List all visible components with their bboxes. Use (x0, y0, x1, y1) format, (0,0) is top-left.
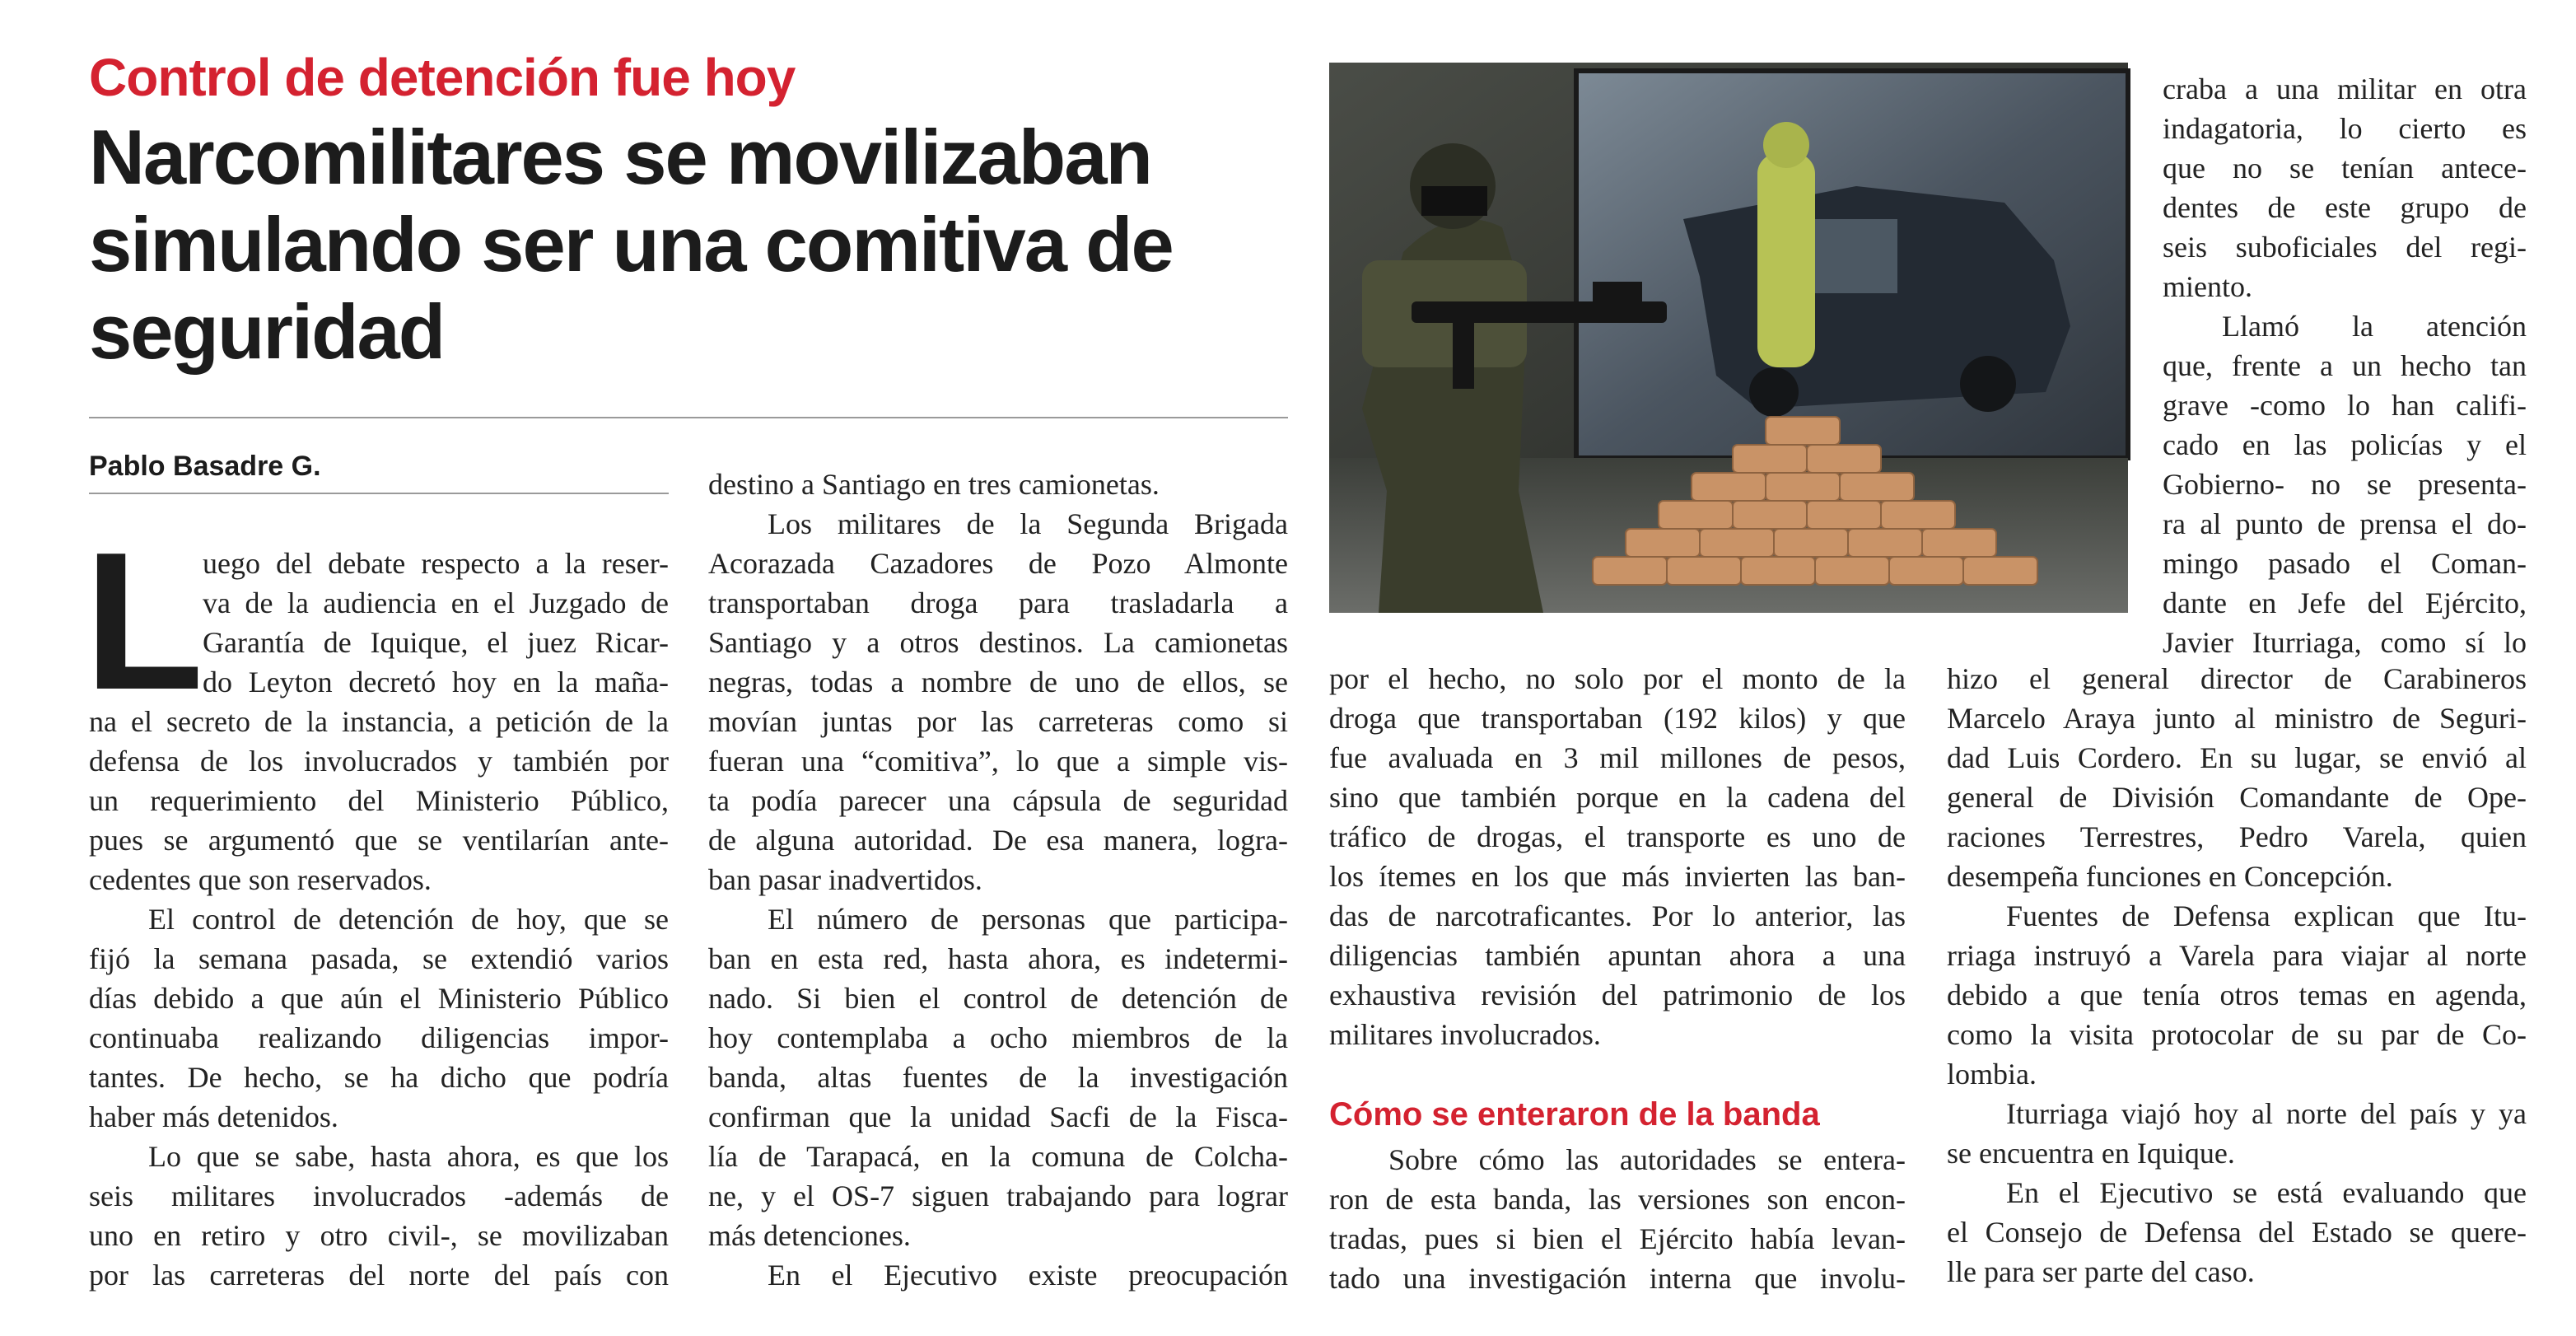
text-line: mingo pasado el Coman- (2163, 547, 2527, 580)
headline-line: simulando ser una comitiva de (89, 201, 1173, 287)
text-line: dante en Jefe del Ejército, (2163, 586, 2527, 619)
section-subhead: Cómo se enteraron de la banda (1329, 1096, 1820, 1133)
text-line: un requerimiento del Ministerio Público, (89, 784, 669, 817)
text-line: seis suboficiales del regi- (2163, 231, 2527, 264)
text-line: va de la audiencia en el Juzgado de (203, 586, 669, 619)
text-line: Garantía de Iquique, el juez Ricar- (203, 626, 669, 659)
headline (89, 114, 1308, 376)
headline-divider (89, 417, 1288, 418)
text-line: que, frente a un hecho tan (2163, 349, 2527, 382)
text-line: días debido a que aún el Ministerio Público (89, 982, 669, 1015)
text-line: uno en retiro y otro civil-, se movilizaban (89, 1219, 669, 1252)
text-line: hoy contemplaba a ocho miembros de la (708, 1021, 1288, 1054)
text-line: ne, y el OS-7 siguen trabajando para lograr (708, 1180, 1288, 1212)
column-1-dropcap-text (203, 544, 669, 702)
text-line: tantes. De hecho, se ha dicho que podría (89, 1061, 669, 1094)
text-line: dentes de este grupo de (2163, 191, 2527, 224)
text-line: miento. (2163, 270, 2252, 303)
text-line: indagatoria, lo cierto es (2163, 112, 2527, 145)
text-line: El control de detención de hoy, que se (148, 903, 669, 936)
text-line: Javier Iturriaga, como sí lo (2163, 626, 2527, 659)
text-line: do Leyton decretó hoy en la maña- (203, 666, 669, 698)
article-photo (1329, 63, 2128, 613)
text-line: ban pasar inadvertidos. (708, 863, 982, 896)
text-line: ban en esta red, hasta ahora, es indetermi- (708, 942, 1288, 975)
text-line: destino a Santiago en tres camionetas. (708, 468, 1160, 501)
text-line: transportaban droga para trasladarla a (708, 586, 1288, 619)
column-4-top-text (2163, 69, 2527, 662)
drop-cap (84, 512, 204, 731)
text-line: nado. Si bien el control de detención de (708, 982, 1288, 1015)
text-line: En el Ejecutivo existe preocupación (768, 1259, 1288, 1292)
text-line: el Consejo de Defensa del Estado se quere- (1947, 1216, 2527, 1249)
column-1-text (89, 702, 669, 1295)
column-3-text (1329, 659, 1906, 1054)
text-line: rriaga instruyó a Varela para viajar al norte (1947, 939, 2527, 972)
text-line: Iturriaga viajó hoy al norte del país y ya (2006, 1097, 2527, 1130)
text-line: dad Luis Cordero. En su lugar, se envió al (1947, 741, 2527, 774)
text-line: Gobierno- no se presenta- (2163, 468, 2527, 501)
text-line: fijó la semana pasada, se extendió varios (89, 942, 669, 975)
text-line: Los militares de la Segunda Brigada (768, 507, 1288, 540)
text-line: militares involucrados. (1329, 1018, 1601, 1051)
text-line: general de División Comandante de Ope- (1947, 781, 2527, 814)
text-line: tráfico de drogas, el transporte es uno de (1329, 820, 1906, 853)
text-line: droga que transportaban (192 kilos) y que (1329, 702, 1906, 735)
text-line: confirman que la unidad Sacfi de la Fisca- (708, 1100, 1288, 1133)
text-line: continuaba realizando diligencias impor- (89, 1021, 669, 1054)
text-line: los ítemes en los que más invierten las ban- (1329, 860, 1906, 893)
text-line: movían juntas por las carreteras como si (708, 705, 1288, 738)
drop-cap-letter: L (84, 512, 204, 731)
text-line: haber más detenidos. (89, 1100, 338, 1133)
text-line: se encuentra en Iquique. (1947, 1137, 2235, 1170)
text-line: por las carreteras del norte del país con (89, 1259, 669, 1292)
text-line: lle para ser parte del caso. (1947, 1255, 2255, 1288)
text-line: exhaustiva revisión del patrimonio de los (1329, 979, 1906, 1011)
text-line: Fuentes de Defensa explican que Itu- (2006, 899, 2527, 932)
text-line: cado en las policías y el (2163, 428, 2527, 461)
text-line: lía de Tarapacá, en la comuna de Colcha- (708, 1140, 1288, 1173)
text-line: fue avaluada en 3 mil millones de pesos, (1329, 741, 1906, 774)
text-line: debido a que tenía otros temas en agenda, (1947, 979, 2527, 1011)
text-line: por el hecho, no solo por el monto de la (1329, 662, 1906, 695)
text-line: Acorazada Cazadores de Pozo Almonte (708, 547, 1288, 580)
text-line: de alguna autoridad. De esa manera, logra- (708, 824, 1288, 857)
kicker: Control de detención fue hoy (89, 48, 796, 107)
text-line: El número de personas que participa- (768, 903, 1288, 936)
column-2-text (708, 465, 1288, 1295)
text-line: Sobre cómo las autoridades se entera- (1388, 1143, 1906, 1176)
text-line: Marcelo Araya junto al ministro de Seguri- (1947, 702, 2527, 735)
column-4-text (1947, 659, 2527, 1292)
byline: Pablo Basadre G. (89, 451, 321, 482)
text-line: desempeña funciones en Concepción. (1947, 860, 2393, 893)
headline-line: Narcomilitares se movilizaban (89, 114, 1151, 200)
text-line: negras, todas a nombre de uno de ellos, se (708, 666, 1288, 698)
column-3b-text (1329, 1140, 1906, 1298)
byline-divider (89, 493, 669, 494)
text-line: grave -como lo han califi- (2163, 389, 2527, 422)
text-line: hizo el general director de Carabineros (1947, 662, 2527, 695)
text-line: sino que también porque en la cadena del (1329, 781, 1906, 814)
text-line: lombia. (1947, 1058, 2037, 1091)
text-line: das de narcotraficantes. Por lo anterior, las (1329, 899, 1906, 932)
text-line: tado una investigación interna que involu- (1329, 1262, 1906, 1295)
text-line: banda, altas fuentes de la investigación (708, 1061, 1288, 1094)
text-line: craba a una militar en otra (2163, 72, 2527, 105)
text-line: defensa de los involucrados y también por (89, 745, 669, 778)
text-line: raciones Terrestres, Pedro Varela, quien (1947, 820, 2527, 853)
text-line: Lo que se sabe, hasta ahora, es que los (148, 1140, 669, 1173)
text-line: ron de esta banda, las versiones son encon- (1329, 1183, 1906, 1216)
headline-line: seguridad (89, 288, 445, 375)
text-line: na el secreto de la instancia, a petición de la (89, 705, 669, 738)
text-line: tradas, pues si bien el Ejército había levan- (1329, 1222, 1906, 1255)
text-line: Llamó la atención (2222, 310, 2527, 343)
text-line: Santiago y a otros destinos. La camionetas (708, 626, 1288, 659)
text-line: ra al punto de prensa el do- (2163, 507, 2527, 540)
text-line: uego del debate respecto a la reser- (203, 547, 669, 580)
text-line: seis militares involucrados -además de (89, 1180, 669, 1212)
text-line: fueran una “comitiva”, lo que a simple vis- (708, 745, 1288, 778)
text-line: pues se argumentó que se ventilarían ante- (89, 824, 669, 857)
text-line: que no se tenían antece- (2163, 152, 2527, 185)
text-line: ta podía parecer una cápsula de seguridad (708, 784, 1288, 817)
text-line: más detenciones. (708, 1219, 911, 1252)
text-line: En el Ejecutivo se está evaluando que (2006, 1176, 2527, 1209)
text-line: cedentes que son reservados. (89, 863, 432, 896)
text-line: como la visita protocolar de su par de Co- (1947, 1018, 2527, 1051)
text-line: diligencias también apuntan ahora a una (1329, 939, 1906, 972)
